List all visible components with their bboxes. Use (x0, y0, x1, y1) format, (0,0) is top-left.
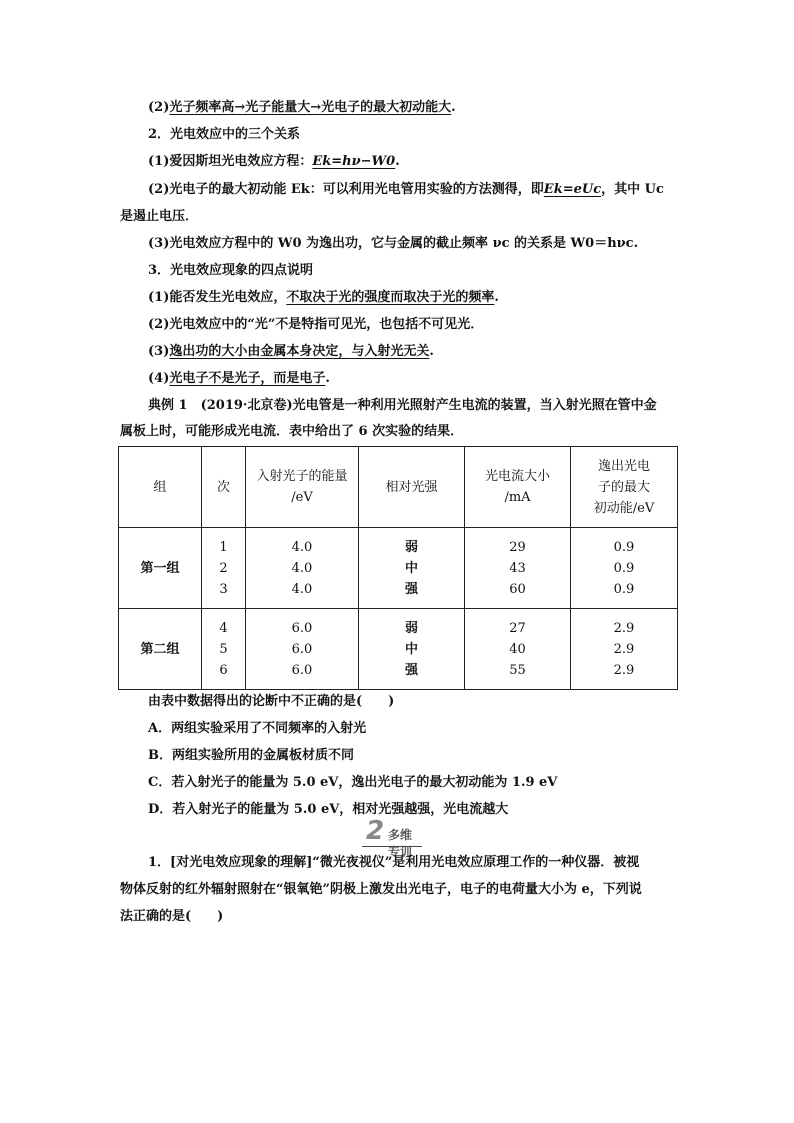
photocurrent: 29 43 60 (465, 528, 571, 609)
section-heading-notes: 3．光电效应现象的四点说明 (148, 263, 314, 278)
note-2: (2)光电效应中的“光”不是特指可见光，也包括不可见光． (148, 317, 484, 332)
header-max-ke-text: 逸出光电 子的最大 初动能/eV (593, 458, 655, 516)
max-kinetic-energy: 2.9 2.9 2.9 (571, 609, 678, 690)
max-ke-tail: ，其中 Uc (601, 182, 664, 197)
header-energy (246, 447, 359, 528)
header-group-text: 组 (153, 479, 167, 495)
example-label: 典例 1 (148, 398, 188, 413)
header-trial-text: 次 (216, 479, 230, 495)
option-a: A．两组实验采用了不同频率的入射光 (148, 721, 367, 736)
photon-energy: 6.0 6.0 6.0 (246, 609, 359, 690)
note-3-underlined: 逸出功的大小由金属本身决定，与入射光无关 (169, 344, 430, 359)
note-4-underlined: 光电子不是光子，而是电子 (169, 371, 326, 386)
section-heading-relations: 2．光电效应中的三个关系 (148, 127, 301, 142)
note-1-underlined: 不取决于光的强度而取决于光的频率 (286, 290, 495, 305)
experiment-table (118, 446, 678, 690)
intro-line-max-ke (148, 180, 664, 200)
intro-line-1-end: . (451, 100, 456, 115)
note-4 (148, 369, 330, 389)
table-row (119, 528, 678, 609)
section-badge (362, 816, 422, 859)
group-name: 第一组 (119, 528, 202, 609)
header-trial (202, 447, 246, 528)
example-line-1 (148, 396, 657, 416)
note-3-prefix: (3) (148, 344, 170, 359)
practice-line-3: 法正确的是( ) (120, 909, 224, 924)
option-b: B．两组实验所用的金属板材质不同 (148, 748, 354, 763)
intro-line-work-function: (3)光电效应方程中的 W0 为逸出功，它与金属的截止频率 νc 的关系是 W0＝hνc. (148, 236, 639, 251)
note-1 (148, 288, 499, 308)
header-energy-text: 入射光子的能量 /eV (256, 469, 348, 505)
note-4-end: . (325, 371, 330, 386)
note-4-prefix: (4) (148, 371, 170, 386)
note-1-prefix: (1)能否发生光电效应， (148, 290, 287, 305)
note-3-end: . (429, 344, 434, 359)
intro-line-stop-voltage: 是遏止电压． (120, 209, 199, 224)
photocurrent: 27 40 55 (465, 609, 571, 690)
max-ke-formula: Ek=eUc (543, 182, 602, 197)
header-intensity (359, 447, 465, 528)
group-name: 第二组 (119, 609, 202, 690)
header-group (119, 447, 202, 528)
relative-intensity: 弱 中 强 (359, 609, 465, 690)
intro-line-1-underlined: 光子频率高→光子能量大→光电子的最大初动能大 (169, 100, 452, 115)
header-max-ke (571, 447, 678, 528)
example-line-2: 属板上时，可能形成光电流．表中给出了 6 次实验的结果． (120, 424, 464, 439)
header-current-text: 光电流大小 /mA (484, 469, 550, 505)
trial-numbers: 4 5 6 (202, 609, 246, 690)
option-d: D．若入射光子的能量为 5.0 eV，相对光强越强，光电流越大 (148, 802, 509, 817)
einstein-text: (1)爱因斯坦光电效应方程： (148, 154, 313, 169)
header-intensity-text: 相对光强 (385, 479, 438, 495)
max-kinetic-energy: 0.9 0.9 0.9 (571, 528, 678, 609)
einstein-end: . (395, 154, 400, 169)
intro-line-einstein (148, 152, 400, 172)
table-row (119, 609, 678, 690)
einstein-formula: Ek=hν−W0 (312, 154, 396, 169)
question-stem: 由表中数据得出的论断中不正确的是( ) (148, 694, 395, 709)
relative-intensity: 弱 中 强 (359, 528, 465, 609)
intro-line-1 (148, 98, 456, 118)
note-3 (148, 342, 434, 362)
example-text-1: (2019·北京卷)光电管是一种利用光照射产生电流的装置，当入射光照在管中金 (200, 398, 657, 413)
trial-numbers: 1 2 3 (202, 528, 246, 609)
practice-line-1: 1．[对光电效应现象的理解]“微光夜视仪”是利用光电效应原理工作的一种仪器．被视 (148, 855, 640, 870)
intro-line-1-prefix: (2) (148, 100, 170, 115)
note-1-end: . (494, 290, 499, 305)
practice-line-2: 物体反射的红外辐射照射在“银氧铯”阴极上激发出光电子，电子的电荷量大小为 e，下列说 (120, 882, 642, 897)
max-ke-text: (2)光电子的最大初动能 Ek：可以利用光电管用实验的方法测得，即 (148, 182, 544, 197)
photon-energy: 4.0 4.0 4.0 (246, 528, 359, 609)
section-title: 多维专训 (388, 828, 413, 859)
option-c: C．若入射光子的能量为 5.0 eV，逸出光电子的最大初动能为 1.9 eV (148, 775, 558, 790)
section-number: 2 (366, 816, 385, 846)
table-header-row (119, 447, 678, 528)
header-current (465, 447, 571, 528)
